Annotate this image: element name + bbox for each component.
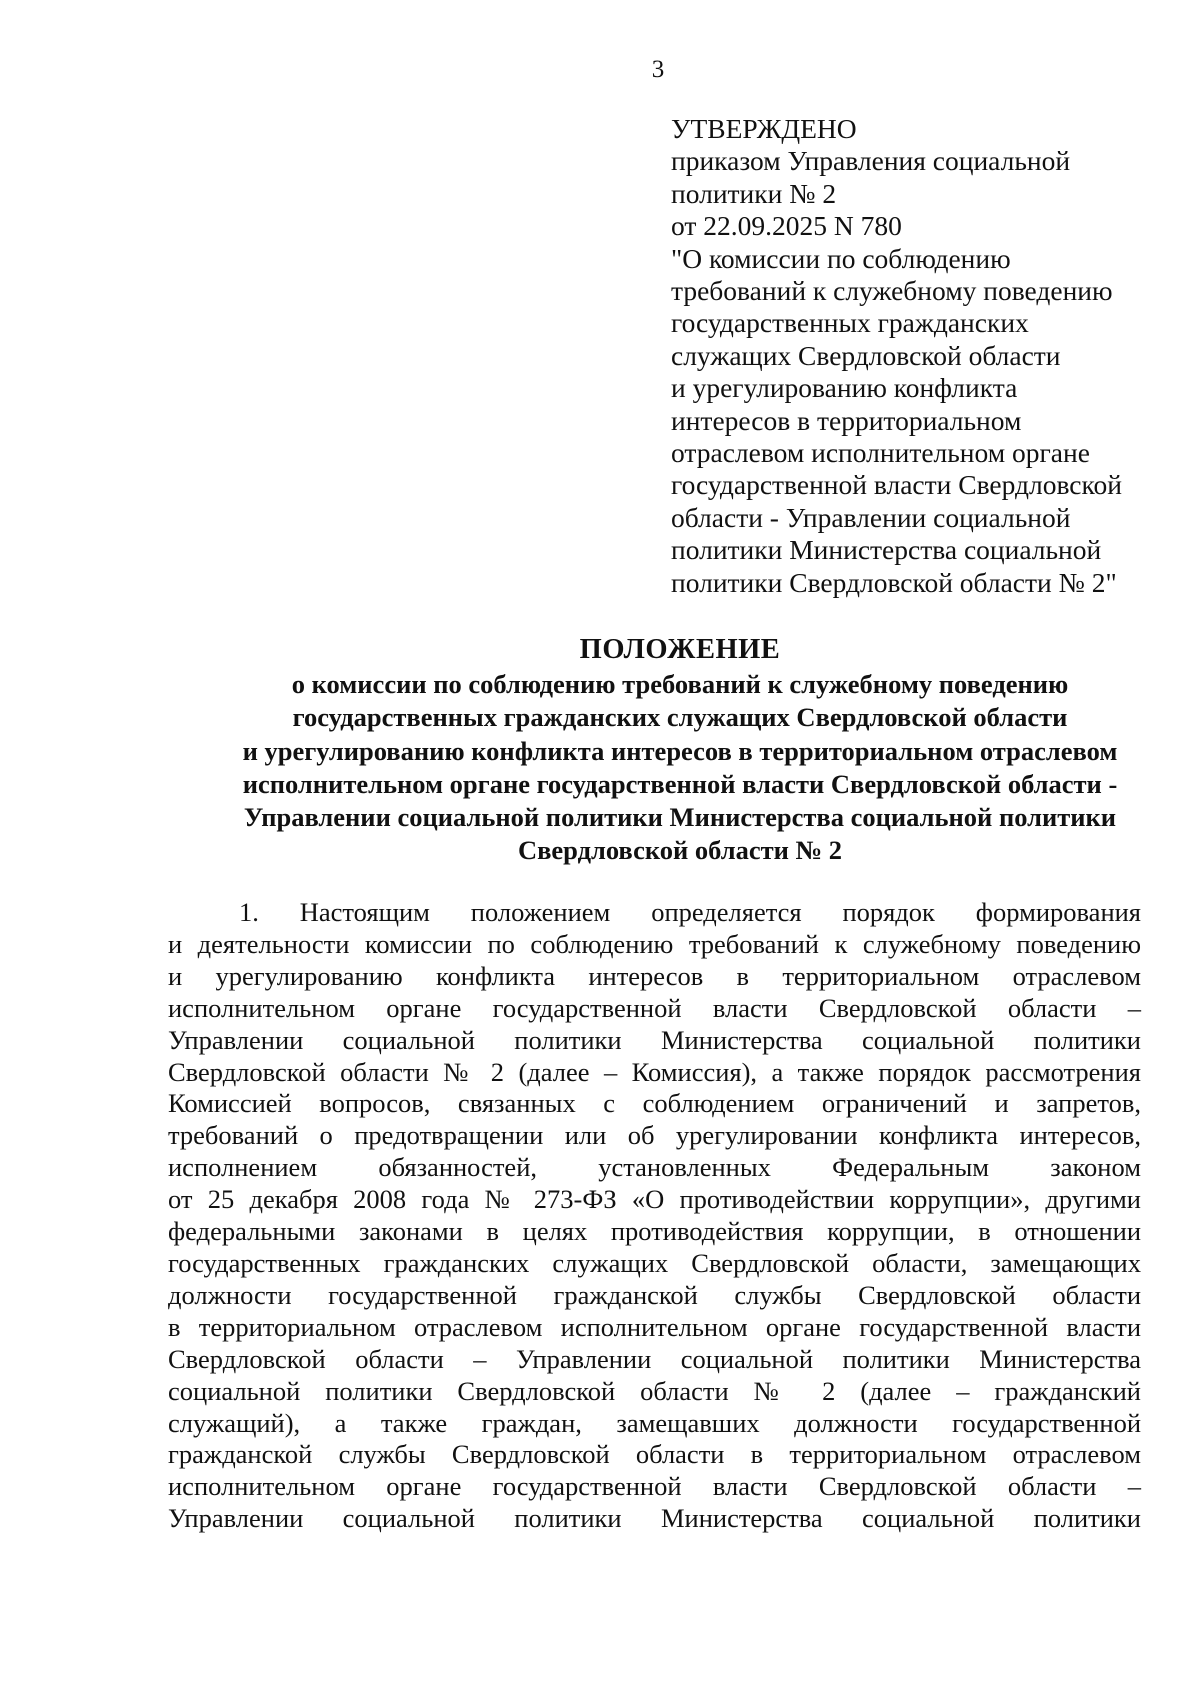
approval-line: от 22.09.2025 N 780 [671,210,902,242]
approval-line: политики № 2 [671,177,837,209]
subtitle-line: исполнительном органе государственной власти Свердловской области - [242,768,1118,799]
approval-line: требований к служебному поведению [671,275,1113,307]
body-line: Свердловской области № 2 (далее – Комиссия), а также порядок рассмотрения [168,1056,1141,1087]
body-line: исполнением обязанностей, установленных Федеральным законом [168,1152,1141,1183]
subtitle-line: о комиссии по соблюдению требований к служебному поведению [291,669,1069,699]
body-line: и урегулированию конфликта интересов в территориальном отраслевом [168,960,1141,991]
approval-stamp-block [671,113,1191,599]
approval-line: государственной власти Свердловской [671,469,1122,501]
approval-line: государственных гражданских [671,307,1029,339]
body-line: от 25 декабря 2008 года № 273-ФЗ «О противодействии коррупции», другими [168,1184,1141,1215]
body-line: служащий), а также граждан, замещавших должности государственной [168,1407,1141,1438]
document-heading [150,632,1200,868]
body-paragraph [168,897,1141,1535]
body-line: гражданской службы Свердловской области в территориальном отраслевом [168,1439,1141,1470]
approval-line: приказом Управления социальной [671,145,1071,177]
approval-line: интересов в территориальном [671,404,1022,436]
subtitle-line: Управлении социальной политики Министерства социальной политики [243,802,1117,833]
body-line: социальной политики Свердловской области № 2 (далее – гражданский [168,1375,1141,1406]
approval-line: "О комиссии по соблюдению [671,242,1011,274]
body-line: исполнительном органе государственной власти Свердловской области – [168,992,1141,1023]
body-line: Свердловской области – Управлении социальной политики Министерства [168,1343,1141,1374]
body-line: Управлении социальной политики Министерства социальной политики [168,1503,1141,1534]
body-line: государственных гражданских служащих Свердловской области, замещающих [168,1247,1141,1278]
body-line: Управлении социальной политики Министерства социальной политики [168,1024,1141,1055]
approval-line: области - Управлении социальной [671,501,1071,533]
approval-line: служащих Свердловской области [671,339,1061,371]
page-number: 3 [651,56,665,83]
approval-line: УТВЕРЖДЕНО [671,113,857,144]
body-line: 1. Настоящим положением определяется порядок формирования [239,897,1141,927]
approval-line: политики Министерства социальной [671,534,1102,566]
body-line: должности государственной гражданской службы Свердловской области [168,1279,1141,1310]
document-title: ПОЛОЖЕНИЕ [579,634,781,665]
body-line: и деятельности комиссии по соблюдению требований к служебному поведению [168,928,1141,959]
approval-line: политики Свердловской области № 2" [671,566,1117,598]
document-subtitle [150,668,1200,868]
body-line: исполнительном органе государственной власти Свердловской области – [168,1471,1141,1502]
body-line: требований о предотвращении или об урегулировании конфликта интересов, [168,1120,1141,1151]
approval-line: и урегулированию конфликта [671,372,1018,404]
body-line: Комиссией вопросов, связанных с соблюдением ограничений и запретов, [168,1088,1141,1119]
subtitle-line: Свердловской области № 2 [517,835,843,866]
approval-line: отраслевом исполнительном органе [671,437,1090,469]
body-line: в территориальном отраслевом исполнительном органе государственной власти [168,1311,1141,1342]
body-line: федеральными законами в целях противодействия коррупции, в отношении [168,1216,1141,1247]
subtitle-line: и урегулированию конфликта интересов в территориальном отраслевом [242,735,1118,766]
subtitle-line: государственных гражданских служащих Свердловской области [292,702,1068,733]
